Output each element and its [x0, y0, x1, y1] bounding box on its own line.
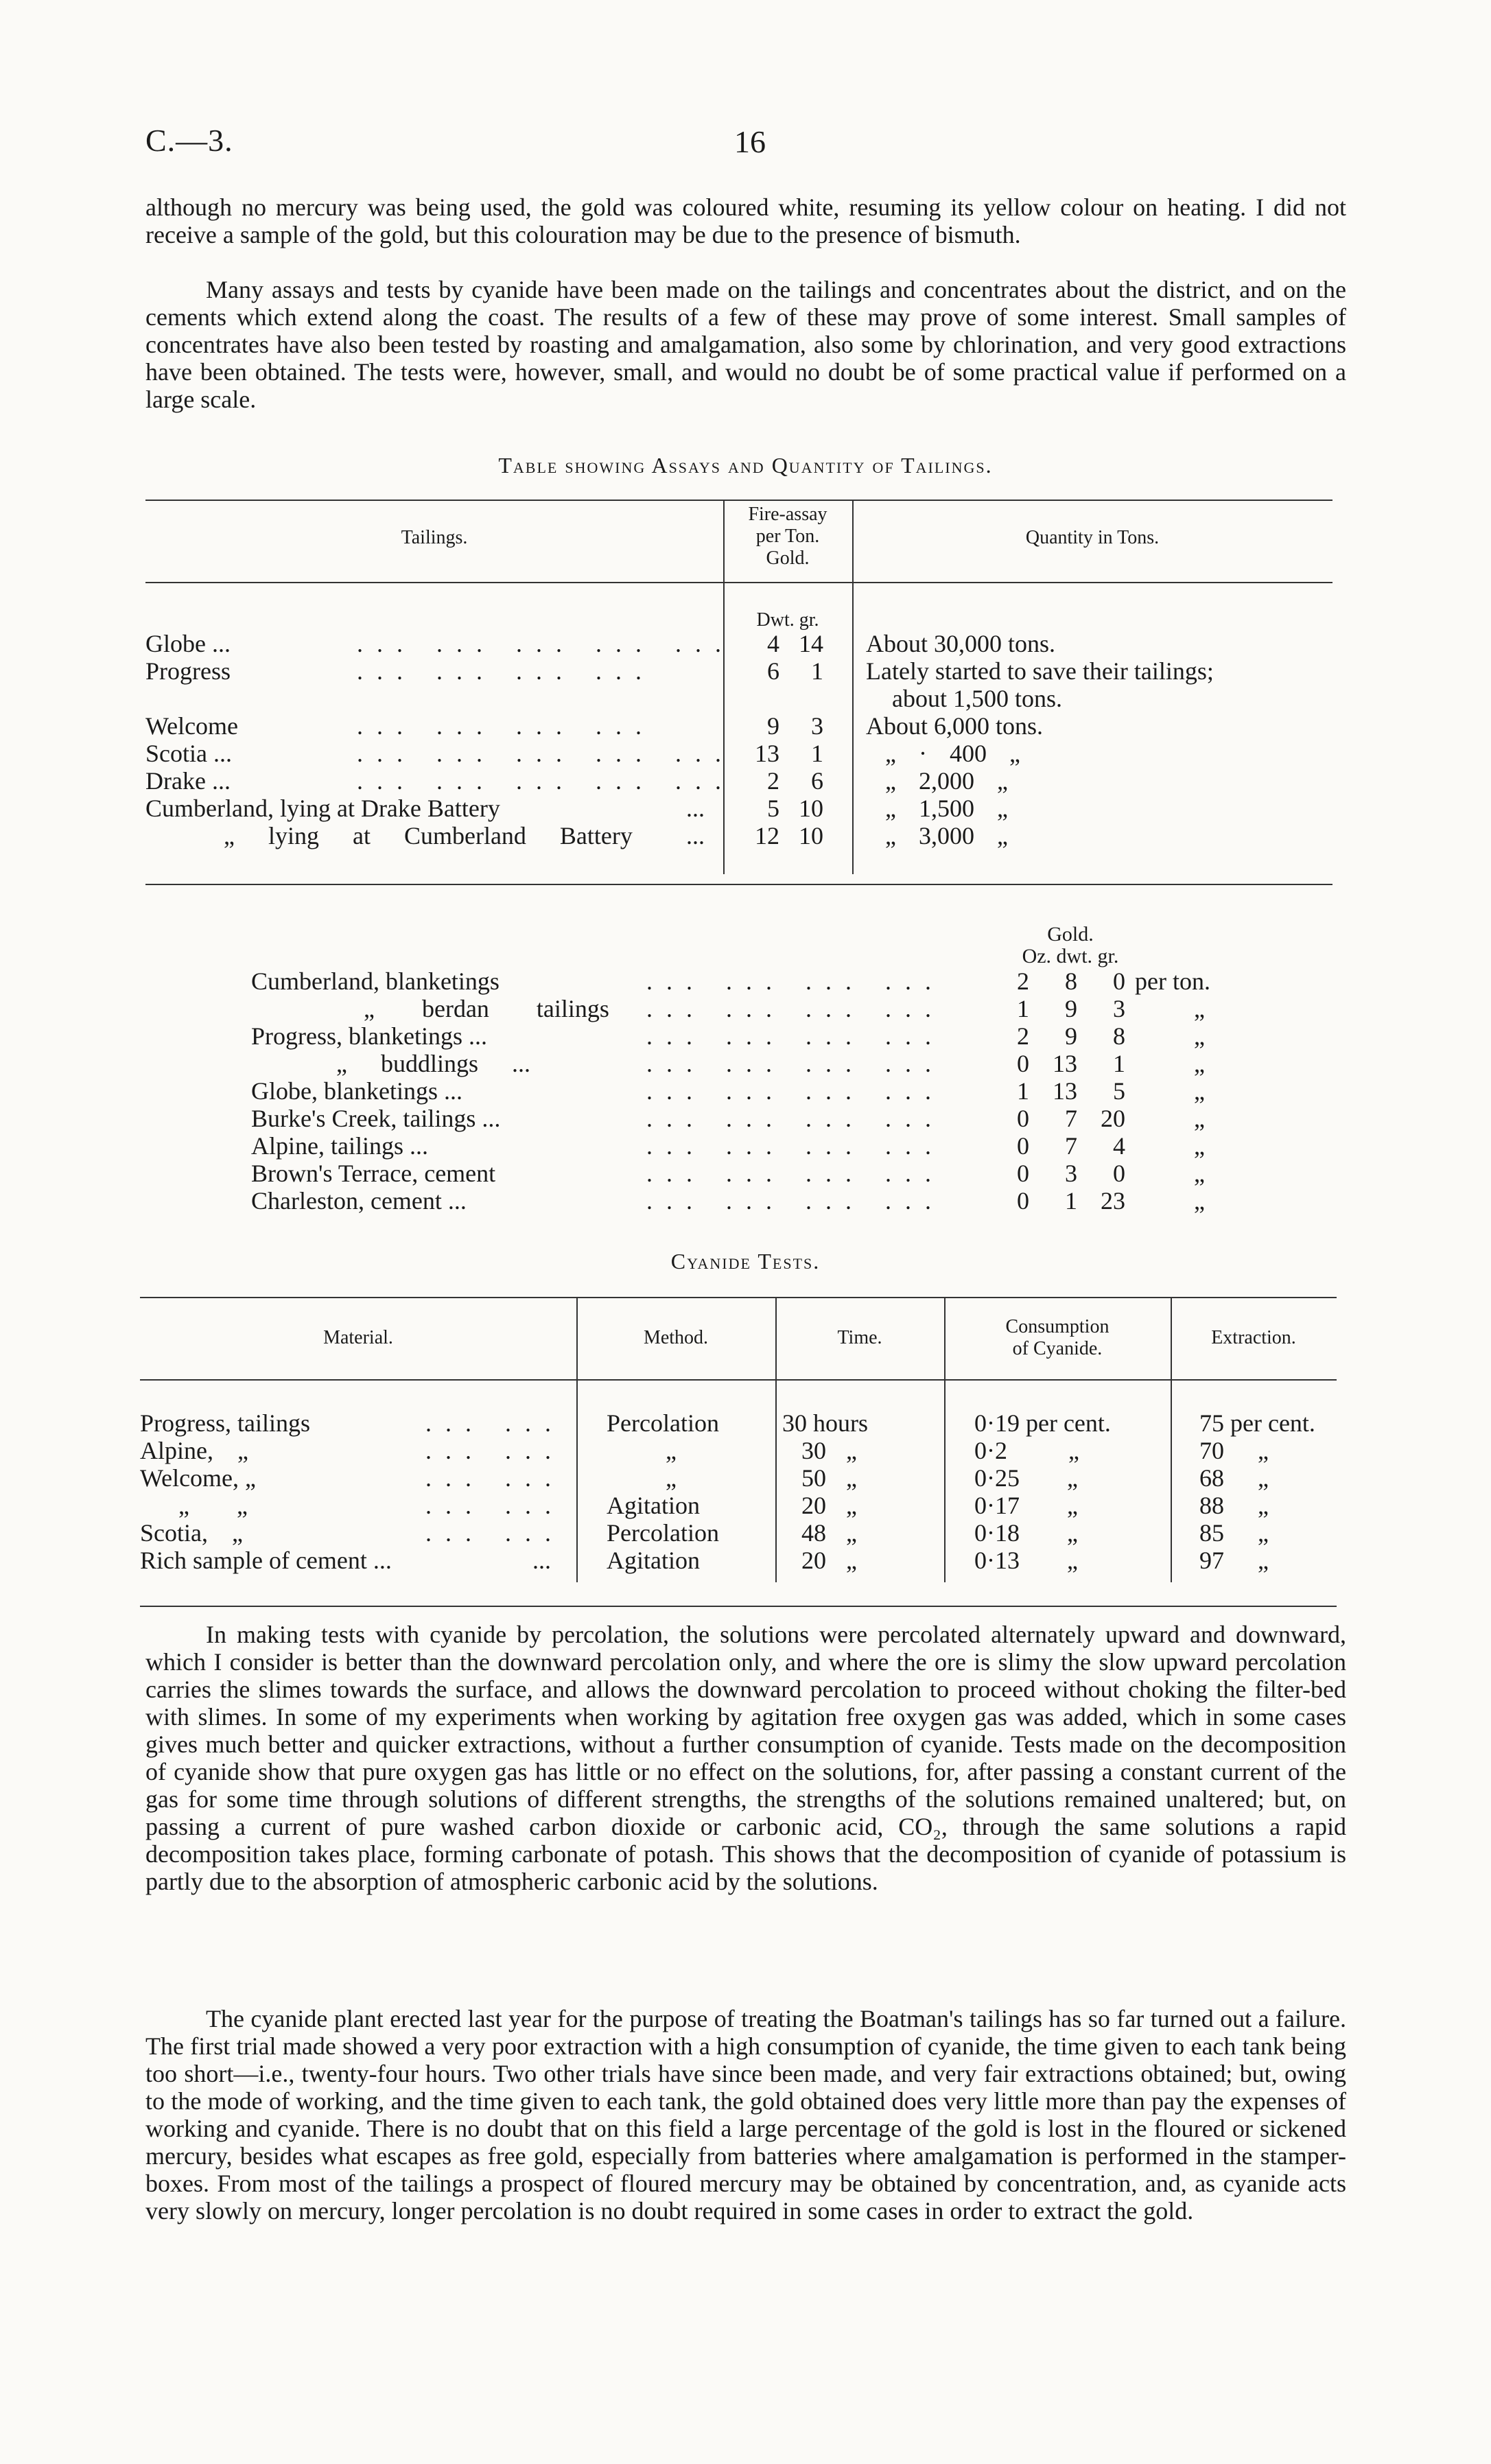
- row-name: Scotia ...: [145, 740, 232, 767]
- gr-value: 4: [1113, 1132, 1125, 1160]
- dwt-value: 7: [1065, 1105, 1077, 1132]
- row-extraction: 88 „: [1199, 1492, 1269, 1519]
- unit-label: „: [1194, 1187, 1205, 1215]
- dwt-value: 5: [767, 795, 779, 822]
- dwt-value: 8: [1065, 967, 1077, 995]
- quantity-value: Lately started to save their tailings;: [866, 657, 1214, 685]
- gr-value: 14: [799, 630, 823, 657]
- unit-label: „: [1194, 1132, 1205, 1160]
- row-method: Agitation: [607, 1547, 700, 1574]
- dot-leader: ... ...: [425, 1409, 565, 1437]
- gr-value: 5: [1113, 1077, 1125, 1105]
- row-extraction: 68 „: [1199, 1464, 1269, 1492]
- dwt-value: 2: [767, 767, 779, 795]
- row-extraction: 75 per cent.: [1199, 1409, 1315, 1437]
- row-consumption: 0·18 „: [974, 1519, 1078, 1547]
- unit-label: „: [1194, 1077, 1205, 1105]
- gr-value: 10: [799, 822, 823, 849]
- tailings-table-caption: Table showing Assays and Quantity of Tailings.: [498, 453, 993, 478]
- row-consumption: 0·13 „: [974, 1547, 1078, 1574]
- row-name: Welcome: [145, 712, 239, 740]
- dot-leader: ... ... ... ...: [646, 1022, 945, 1050]
- table-rule: [145, 884, 1332, 885]
- col-header-assay-3: Gold.: [766, 548, 810, 569]
- gr-value: 0: [1113, 1160, 1125, 1187]
- col-header-consumption-2: of Cyanide.: [1012, 1338, 1103, 1359]
- dwt-value: 13: [1053, 1050, 1077, 1077]
- gr-value: 3: [811, 712, 823, 740]
- dot-leader: ...: [532, 1547, 551, 1574]
- unit-label: „: [1194, 1022, 1205, 1050]
- dot-leader: ... ... ... ...: [357, 657, 655, 685]
- gr-value: 1: [1113, 1050, 1125, 1077]
- row-consumption: 0·2 „: [974, 1437, 1079, 1464]
- oz-value: 0: [1017, 1132, 1029, 1160]
- column-divider: [852, 500, 854, 874]
- intro-paragraph-1: although no mercury was being used, the gold was coloured white, resuming its yellow colour on heating. I did not receive a sample of the gold, but this colouration may be due to the presence of bismuth.: [145, 193, 1346, 248]
- dot-leader: ... ... ... ... ...: [357, 740, 735, 767]
- dot-leader: ... ...: [425, 1464, 565, 1492]
- row-time: 30 hours: [782, 1409, 868, 1437]
- col-header-quantity: Quantity in Tons.: [1025, 527, 1160, 548]
- quantity-value: „ · 400 „: [885, 740, 1020, 767]
- row-name: Globe ...: [145, 630, 231, 657]
- row-method: Percolation: [607, 1519, 719, 1547]
- closing-paragraph-1: In making tests with cyanide by percolation, the solutions were percolated alternately upward and downward, which I consider is better than the downward percolation only, and where the ore is slimy the slow upward percolation carries the slimes towards the surface, and allows the downward percolation to proceed without choking the filter-bed with slimes. In some of my experiments when working by agitation free oxygen gas was added, which in some cases gives much better and quicker extractions, without a further consumption of cyanide. Tests made on the decomposition of cyanide show that pure oxygen gas has little or no effect on the solutions, for, after passing a constant current of the gas for some time through solutions of different strengths, the strengths of the solutions remained unaltered; but, on passing a current of pure washed carbon dioxide or carbonic acid, CO₂, through the same solutions a rapid decomposition takes place, forming carbonate of potash. This shows that the decomposition of cyanide of potassium is partly due to the absorption of atmospheric carbonic acid by the solutions.: [145, 1621, 1346, 1895]
- table-rule: [145, 582, 1332, 583]
- section-reference: C.—3.: [145, 123, 233, 158]
- row-name: Cumberland, lying at Drake Battery: [145, 795, 500, 822]
- table-rule: [140, 1606, 1337, 1607]
- gr-value: 6: [811, 767, 823, 795]
- closing-paragraph-2: The cyanide plant erected last year for the purpose of treating the Boatman's tailings has so far turned out a failure. The first trial made showed a very poor extraction with a high consumption of cyanide, the time given to each tank being too short—i.e., twenty-four hours. Two other trials have since been made, and very fair extractions obtained; but, owing to the mode of working, and the time given to each tank, the gold obtained does very little more than pay the expenses of working and cyanide. There is no doubt that on this field a large percentage of the gold is lost in the floured or sickened mercury, besides what escapes as free gold, especially from batteries where amalgamation is performed in the stamper-boxes. From most of the tailings a prospect of floured mercury may be obtained by concentration, and, as cyanide acts very slowly on mercury, longer percolation is no doubt required in some cases in order to extract the gold.: [145, 2005, 1346, 2225]
- col-header-assay-1: Fire-assay: [748, 504, 827, 525]
- gr-value: 10: [799, 795, 823, 822]
- gr-value: 1: [811, 740, 823, 767]
- quantity-value: About 30,000 tons.: [866, 630, 1056, 657]
- table-rule: [140, 1297, 1337, 1298]
- unit-label: „: [1194, 1050, 1205, 1077]
- col-header-extraction: Extraction.: [1211, 1327, 1296, 1348]
- dot-leader: ... ... ... ...: [646, 1050, 945, 1077]
- oz-value: 1: [1017, 1077, 1029, 1105]
- gold-units: Oz. dwt. gr.: [1022, 945, 1119, 967]
- oz-value: 2: [1017, 1022, 1029, 1050]
- dot-leader: ... ... ... ...: [646, 1160, 945, 1187]
- row-consumption: 0·25 „: [974, 1464, 1078, 1492]
- dwt-value: 4: [767, 630, 779, 657]
- oz-value: 1: [1017, 995, 1029, 1022]
- row-material: Rich sample of cement ...: [140, 1547, 392, 1574]
- quantity-value: About 6,000 tons.: [866, 712, 1044, 740]
- quantity-value: „ 3,000 „: [885, 822, 1008, 849]
- row-method: „: [666, 1437, 677, 1464]
- row-name: „ lying at Cumberland Battery: [224, 822, 633, 849]
- oz-value: 0: [1017, 1050, 1029, 1077]
- unit-label: „: [1194, 1105, 1205, 1132]
- row-method: Percolation: [607, 1409, 719, 1437]
- gr-value: 20: [1101, 1105, 1125, 1132]
- row-material: Alpine, „: [140, 1437, 248, 1464]
- row-material: „ „: [178, 1492, 248, 1519]
- dwt-value: 9: [1065, 995, 1077, 1022]
- dwt-value: 7: [1065, 1132, 1077, 1160]
- row-material: Progress, tailings: [140, 1409, 310, 1437]
- quantity-value-cont: about 1,500 tons.: [892, 685, 1062, 712]
- page-number: 16: [734, 124, 766, 159]
- row-time: 50 „: [801, 1464, 857, 1492]
- cyanide-table-caption: Cyanide Tests.: [670, 1249, 821, 1274]
- dot-leader: ... ... ... ...: [646, 1132, 945, 1160]
- row-extraction: 70 „: [1199, 1437, 1269, 1464]
- row-name: Progress: [145, 657, 231, 685]
- quantity-value: „ 2,000 „: [885, 767, 1008, 795]
- row-material: Welcome, „: [140, 1464, 257, 1492]
- units-label: Dwt. gr.: [756, 609, 819, 631]
- oz-value: 0: [1017, 1160, 1029, 1187]
- dot-leader: ... ... ... ... ...: [357, 630, 735, 657]
- oz-value: 0: [1017, 1187, 1029, 1215]
- row-consumption: 0·19 per cent.: [974, 1409, 1111, 1437]
- gold-heading: Gold.: [1047, 923, 1094, 946]
- row-time: 20 „: [801, 1547, 857, 1574]
- gr-value: 8: [1113, 1022, 1125, 1050]
- gr-value: 1: [811, 657, 823, 685]
- col-header-consumption-1: Consumption: [1005, 1316, 1110, 1337]
- dwt-value: 1: [1065, 1187, 1077, 1215]
- dwt-value: 9: [767, 712, 779, 740]
- unit-label: „: [1194, 995, 1205, 1022]
- row-method: Agitation: [607, 1492, 700, 1519]
- dot-leader: ... ... ... ... ...: [357, 767, 735, 795]
- unit-label: per ton.: [1135, 967, 1210, 995]
- dot-leader: ... ... ... ...: [646, 1187, 945, 1215]
- dwt-value: 13: [1053, 1077, 1077, 1105]
- list-item-name: Burke's Creek, tailings ...: [251, 1105, 501, 1132]
- row-time: 20 „: [801, 1492, 857, 1519]
- row-extraction: 97 „: [1199, 1547, 1269, 1574]
- col-header-tailings: Tailings.: [401, 527, 468, 548]
- dwt-value: 3: [1065, 1160, 1077, 1187]
- dot-leader: ... ... ... ...: [646, 1077, 945, 1105]
- list-item-name: „ berdan tailings: [364, 995, 609, 1022]
- col-header-assay-2: per Ton.: [755, 526, 820, 547]
- list-item-name: „ buddlings ...: [336, 1050, 530, 1077]
- dwt-value: 9: [1065, 1022, 1077, 1050]
- list-item-name: Brown's Terrace, cement: [251, 1160, 496, 1187]
- dot-leader: ... ... ... ...: [646, 995, 945, 1022]
- col-header-method: Method.: [643, 1327, 709, 1348]
- table-rule: [145, 500, 1332, 501]
- dwt-value: 13: [755, 740, 779, 767]
- dot-leader: ... ...: [425, 1519, 565, 1547]
- col-header-time: Time.: [837, 1327, 882, 1348]
- oz-value: 0: [1017, 1105, 1029, 1132]
- oz-value: 2: [1017, 967, 1029, 995]
- quantity-value: „ 1,500 „: [885, 795, 1008, 822]
- intro-paragraph-2: Many assays and tests by cyanide have been made on the tailings and concentrates about the district, and on the cements which extend along the coast. The results of a few of these may prove of some interest. Small samples of concentrates have also been tested by roasting and amalgamation, also some by chlorination, and very good extractions have been obtained. The tests were, however, small, and would no doubt be of some practical value if performed on a large scale.: [145, 276, 1346, 413]
- dwt-value: 6: [767, 657, 779, 685]
- table-rule: [140, 1379, 1337, 1381]
- dot-leader: ... ... ... ...: [646, 1105, 945, 1132]
- gr-value: 3: [1113, 995, 1125, 1022]
- dot-leader: ... ...: [425, 1492, 565, 1519]
- unit-label: „: [1194, 1160, 1205, 1187]
- gr-value: 0: [1113, 967, 1125, 995]
- dot-leader: ...: [686, 822, 705, 849]
- row-extraction: 85 „: [1199, 1519, 1269, 1547]
- list-item-name: Cumberland, blanketings: [251, 967, 500, 995]
- row-method: „: [666, 1464, 677, 1492]
- list-item-name: Charleston, cement ...: [251, 1187, 467, 1215]
- gr-value: 23: [1101, 1187, 1125, 1215]
- col-header-material: Material.: [323, 1327, 393, 1348]
- row-time: 30 „: [801, 1437, 857, 1464]
- dwt-value: 12: [755, 822, 779, 849]
- row-consumption: 0·17 „: [974, 1492, 1078, 1519]
- row-material: Scotia, „: [140, 1519, 243, 1547]
- dot-leader: ... ... ... ...: [646, 967, 945, 995]
- list-item-name: Globe, blanketings ...: [251, 1077, 462, 1105]
- row-name: Drake ...: [145, 767, 231, 795]
- dot-leader: ...: [686, 795, 705, 822]
- dot-leader: ... ...: [425, 1437, 565, 1464]
- table-row: [145, 630, 231, 657]
- dot-leader: ... ... ... ...: [357, 712, 655, 740]
- list-item-name: Alpine, tailings ...: [251, 1132, 428, 1160]
- list-item-name: Progress, blanketings ...: [251, 1022, 487, 1050]
- row-time: 48 „: [801, 1519, 857, 1547]
